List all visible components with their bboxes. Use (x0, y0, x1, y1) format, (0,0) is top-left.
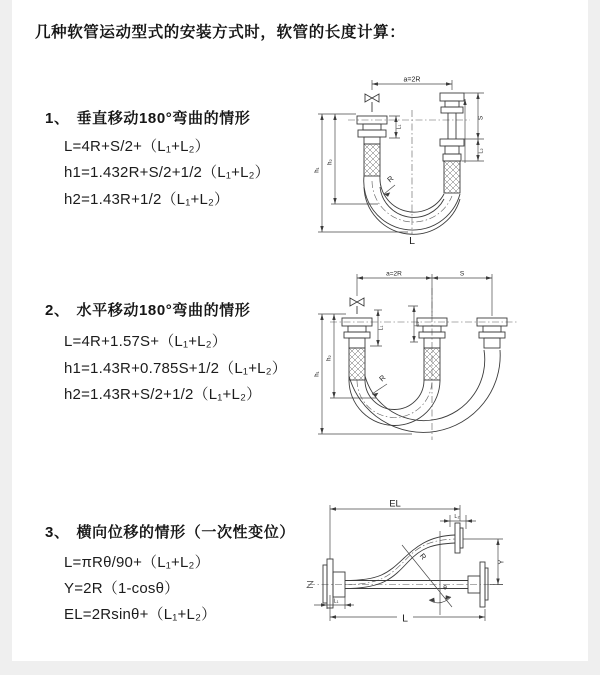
section1-heading (45, 107, 250, 128)
formula-line: h1=1.43R+0.785S+1/2（L₁+L₂） (64, 360, 287, 377)
hose-braid-left (349, 348, 365, 380)
label-l2: L₂ (454, 514, 460, 520)
diagram-vertical-180-bend (312, 68, 522, 264)
hose-fitting-right (440, 93, 464, 161)
label-h1: h₁ (314, 371, 321, 377)
label-h2: h₂ (327, 159, 334, 165)
page-edge-left (0, 0, 12, 675)
page-title: 几种软管运动型式的安装方式时，软管的长度计算： (35, 24, 406, 41)
label-h2: h₂ (326, 355, 333, 361)
formula-line: h1=1.432R+S/2+1/2（L₁+L₂） (64, 164, 270, 181)
formula-line: L=πRθ/90+（L₁+L₂） (64, 554, 210, 571)
label-h1: h₁ (314, 167, 321, 173)
label-l1: L₁ (378, 325, 385, 331)
formula-line: h2=1.43R+S/2+1/2（L₁+L₂） (64, 386, 262, 403)
section2-heading (45, 299, 250, 320)
radius-callout (384, 174, 396, 197)
section3-heading-text: 横向位移的情形（一次性变位） (76, 524, 295, 541)
label-l-total: L (409, 235, 415, 247)
label-l2: L₂ (414, 321, 421, 327)
formula-line: Y=2R（1-cosθ） (64, 580, 180, 597)
diagram-horizontal-180-bend (312, 262, 552, 452)
label-a2r: a=2R (403, 76, 421, 84)
dimension-l1 (314, 597, 354, 609)
label-el: EL (389, 498, 401, 510)
dimension-l2 (440, 514, 476, 529)
label-s: S (477, 115, 485, 121)
section1-heading-text: 垂直移动180°弯曲的情形 (76, 110, 251, 127)
diagram-lateral-displacement (300, 495, 525, 637)
hose-sweep-moved (349, 350, 500, 432)
section2-number: 2、 (45, 302, 70, 319)
label-l1: L₁ (333, 598, 339, 605)
hose-fitting-right (477, 318, 507, 348)
formula-line: EL=2Rsinθ+（L₁+L₂） (64, 606, 217, 623)
label-r: R (417, 551, 429, 562)
page-edge-bottom (0, 661, 600, 675)
label-r: R (385, 173, 396, 185)
dimension-h1-h2 (315, 114, 409, 232)
label-r: R (377, 372, 388, 384)
section2-heading-text: 水平移动180°弯曲的情形 (76, 302, 251, 319)
label-y: Y (498, 559, 506, 565)
label-l2: L₂ (478, 148, 485, 154)
section3-heading (45, 521, 295, 542)
hose-braid-right (444, 161, 460, 193)
flange-raised (455, 523, 463, 553)
section1-number: 1、 (45, 110, 70, 127)
dimension-a2r (372, 77, 452, 91)
radius-callout (372, 373, 388, 397)
formula-line: L=4R+S/2+（L₁+L₂） (64, 138, 210, 155)
formula-line: h2=1.43R+1/2（L₁+L₂） (64, 191, 230, 208)
formula-line: L=4R+1.57S+（L₁+L₂） (64, 333, 227, 350)
section3-number: 3、 (45, 524, 70, 541)
label-theta: θ (443, 584, 447, 592)
label-l-total: L (402, 612, 408, 625)
dimension-l1 (370, 310, 385, 346)
hose-braid-left (364, 144, 380, 176)
stroke-arrow (463, 99, 466, 163)
centerlines (330, 288, 517, 440)
hose-fitting-left (342, 318, 372, 348)
label-a2r: a=2R (386, 270, 402, 278)
valve-icon (350, 298, 364, 314)
valve-icon (365, 94, 379, 112)
label-s: S (459, 270, 465, 278)
page-edge-right (588, 0, 600, 675)
dimension-l (330, 595, 485, 625)
dimension-a2r-s (357, 271, 492, 317)
dimension-el (330, 499, 460, 560)
label-l1: L₁ (396, 124, 403, 130)
dimension-l1 (389, 116, 403, 138)
